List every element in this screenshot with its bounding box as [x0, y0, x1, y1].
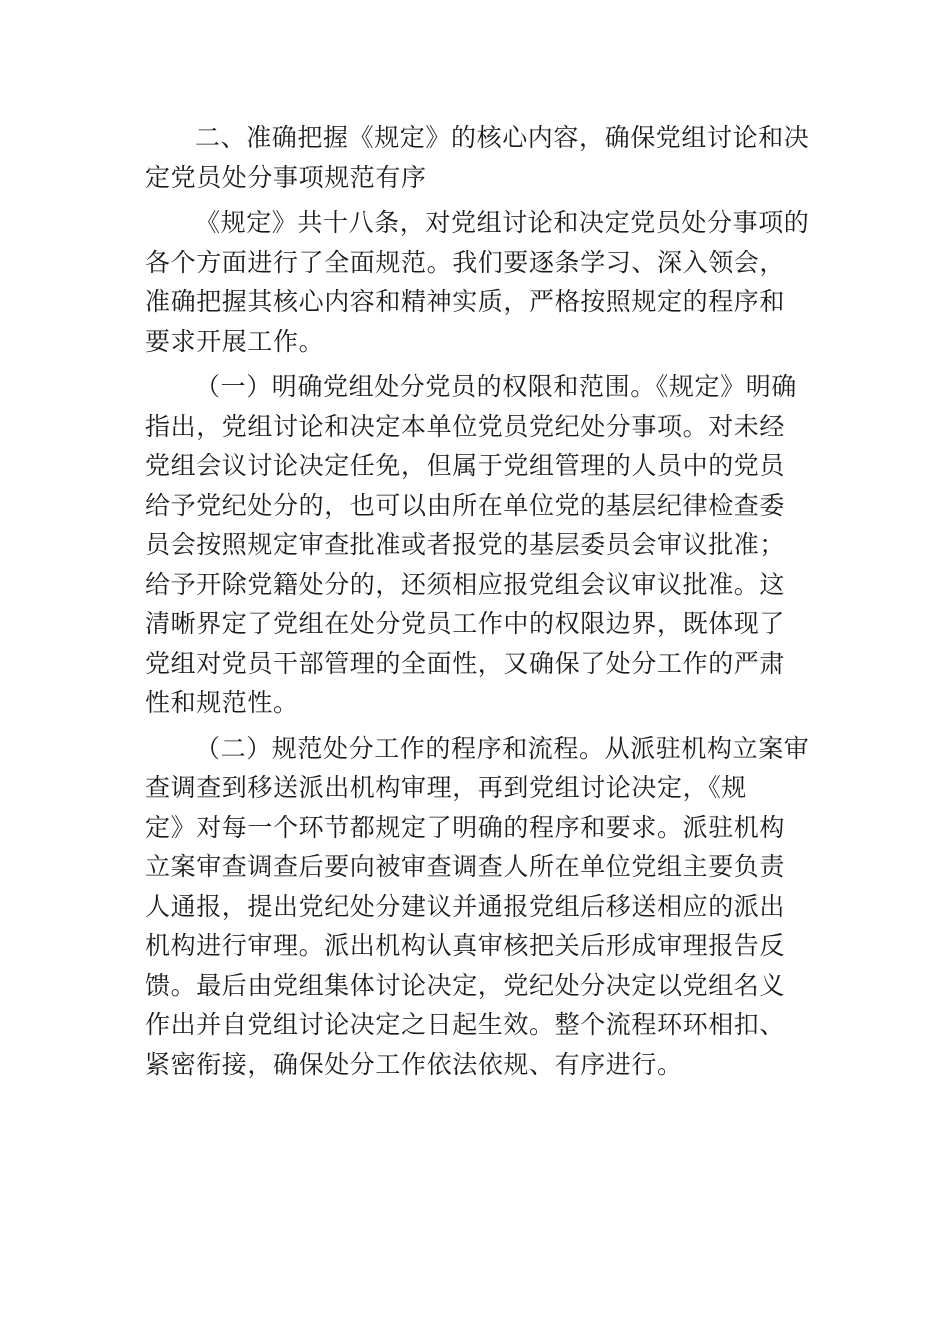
- text-line: 给予开除党籍处分的，还须相应报党组会议审议批准。这: [145, 569, 786, 599]
- text-line: 定》对每一个环节都规定了明确的程序和要求。派驻机构: [145, 812, 786, 842]
- text-line: 指出，党组讨论和决定本单位党员党纪处分事项。对未经: [145, 411, 786, 441]
- text-line: （一）明确党组处分党员的权限和范围。《规定》明确: [195, 372, 797, 401]
- text-line: 人通报，提出党纪处分建议并通报党组后移送相应的派出: [145, 891, 786, 921]
- text-line: 清晰界定了党组在处分党员工作中的权限边界，既体现了: [145, 609, 786, 638]
- text-line: 立案审查调查后要向被审查调查人所在单位党组主要负责: [145, 852, 786, 881]
- text-line: 要求开展工作。: [145, 326, 325, 356]
- text-line: 作出并自党组讨论决定之日起生效。整个流程环环相扣、: [145, 1010, 786, 1039]
- text-line: 性和规范性。: [145, 688, 299, 717]
- text-line: 员会按照规定审查批准或者报党的基层委员会审议批准；: [145, 530, 786, 559]
- text-line: 馈。最后由党组集体讨论决定，党纪处分决定以党组名义: [145, 970, 786, 1000]
- heading-line: 二、准确把握《规定》的核心内容，确保党组讨论和决: [195, 123, 810, 152]
- heading-line: 定党员处分事项规范有序: [145, 162, 427, 192]
- text-line: 《规定》共十八条，对党组讨论和决定党员处分事项的: [195, 208, 810, 237]
- document-body: [145, 118, 810, 1084]
- text-line: 紧密衔接，确保处分工作依法依规、有序进行。: [145, 1049, 683, 1079]
- paragraph-authority: [145, 367, 805, 723]
- paragraph-procedure: [145, 729, 810, 1085]
- text-line: 机构进行审理。派出机构认真审核把关后形成审理报告反: [145, 931, 786, 960]
- text-line: （二）规范处分工作的程序和流程。从派驻机构立案审: [195, 733, 810, 763]
- text-line: 党组对党员干部管理的全面性，又确保了处分工作的严肃: [145, 648, 786, 678]
- text-line: 党组会议讨论决定任免，但属于党组管理的人员中的党员: [145, 451, 786, 480]
- section-heading: [145, 118, 810, 197]
- text-line: 给予党纪处分的，也可以由所在单位党的基层纪律检查委: [145, 490, 786, 520]
- text-line: 查调查到移送派出机构审理，再到党组讨论决定，《规: [145, 773, 747, 802]
- text-line: 各个方面进行了全面规范。我们要逐条学习、深入领会，: [145, 247, 786, 277]
- text-line: 准确把握其核心内容和精神实质，严格按照规定的程序和: [145, 287, 786, 316]
- paragraph-intro: [145, 203, 810, 361]
